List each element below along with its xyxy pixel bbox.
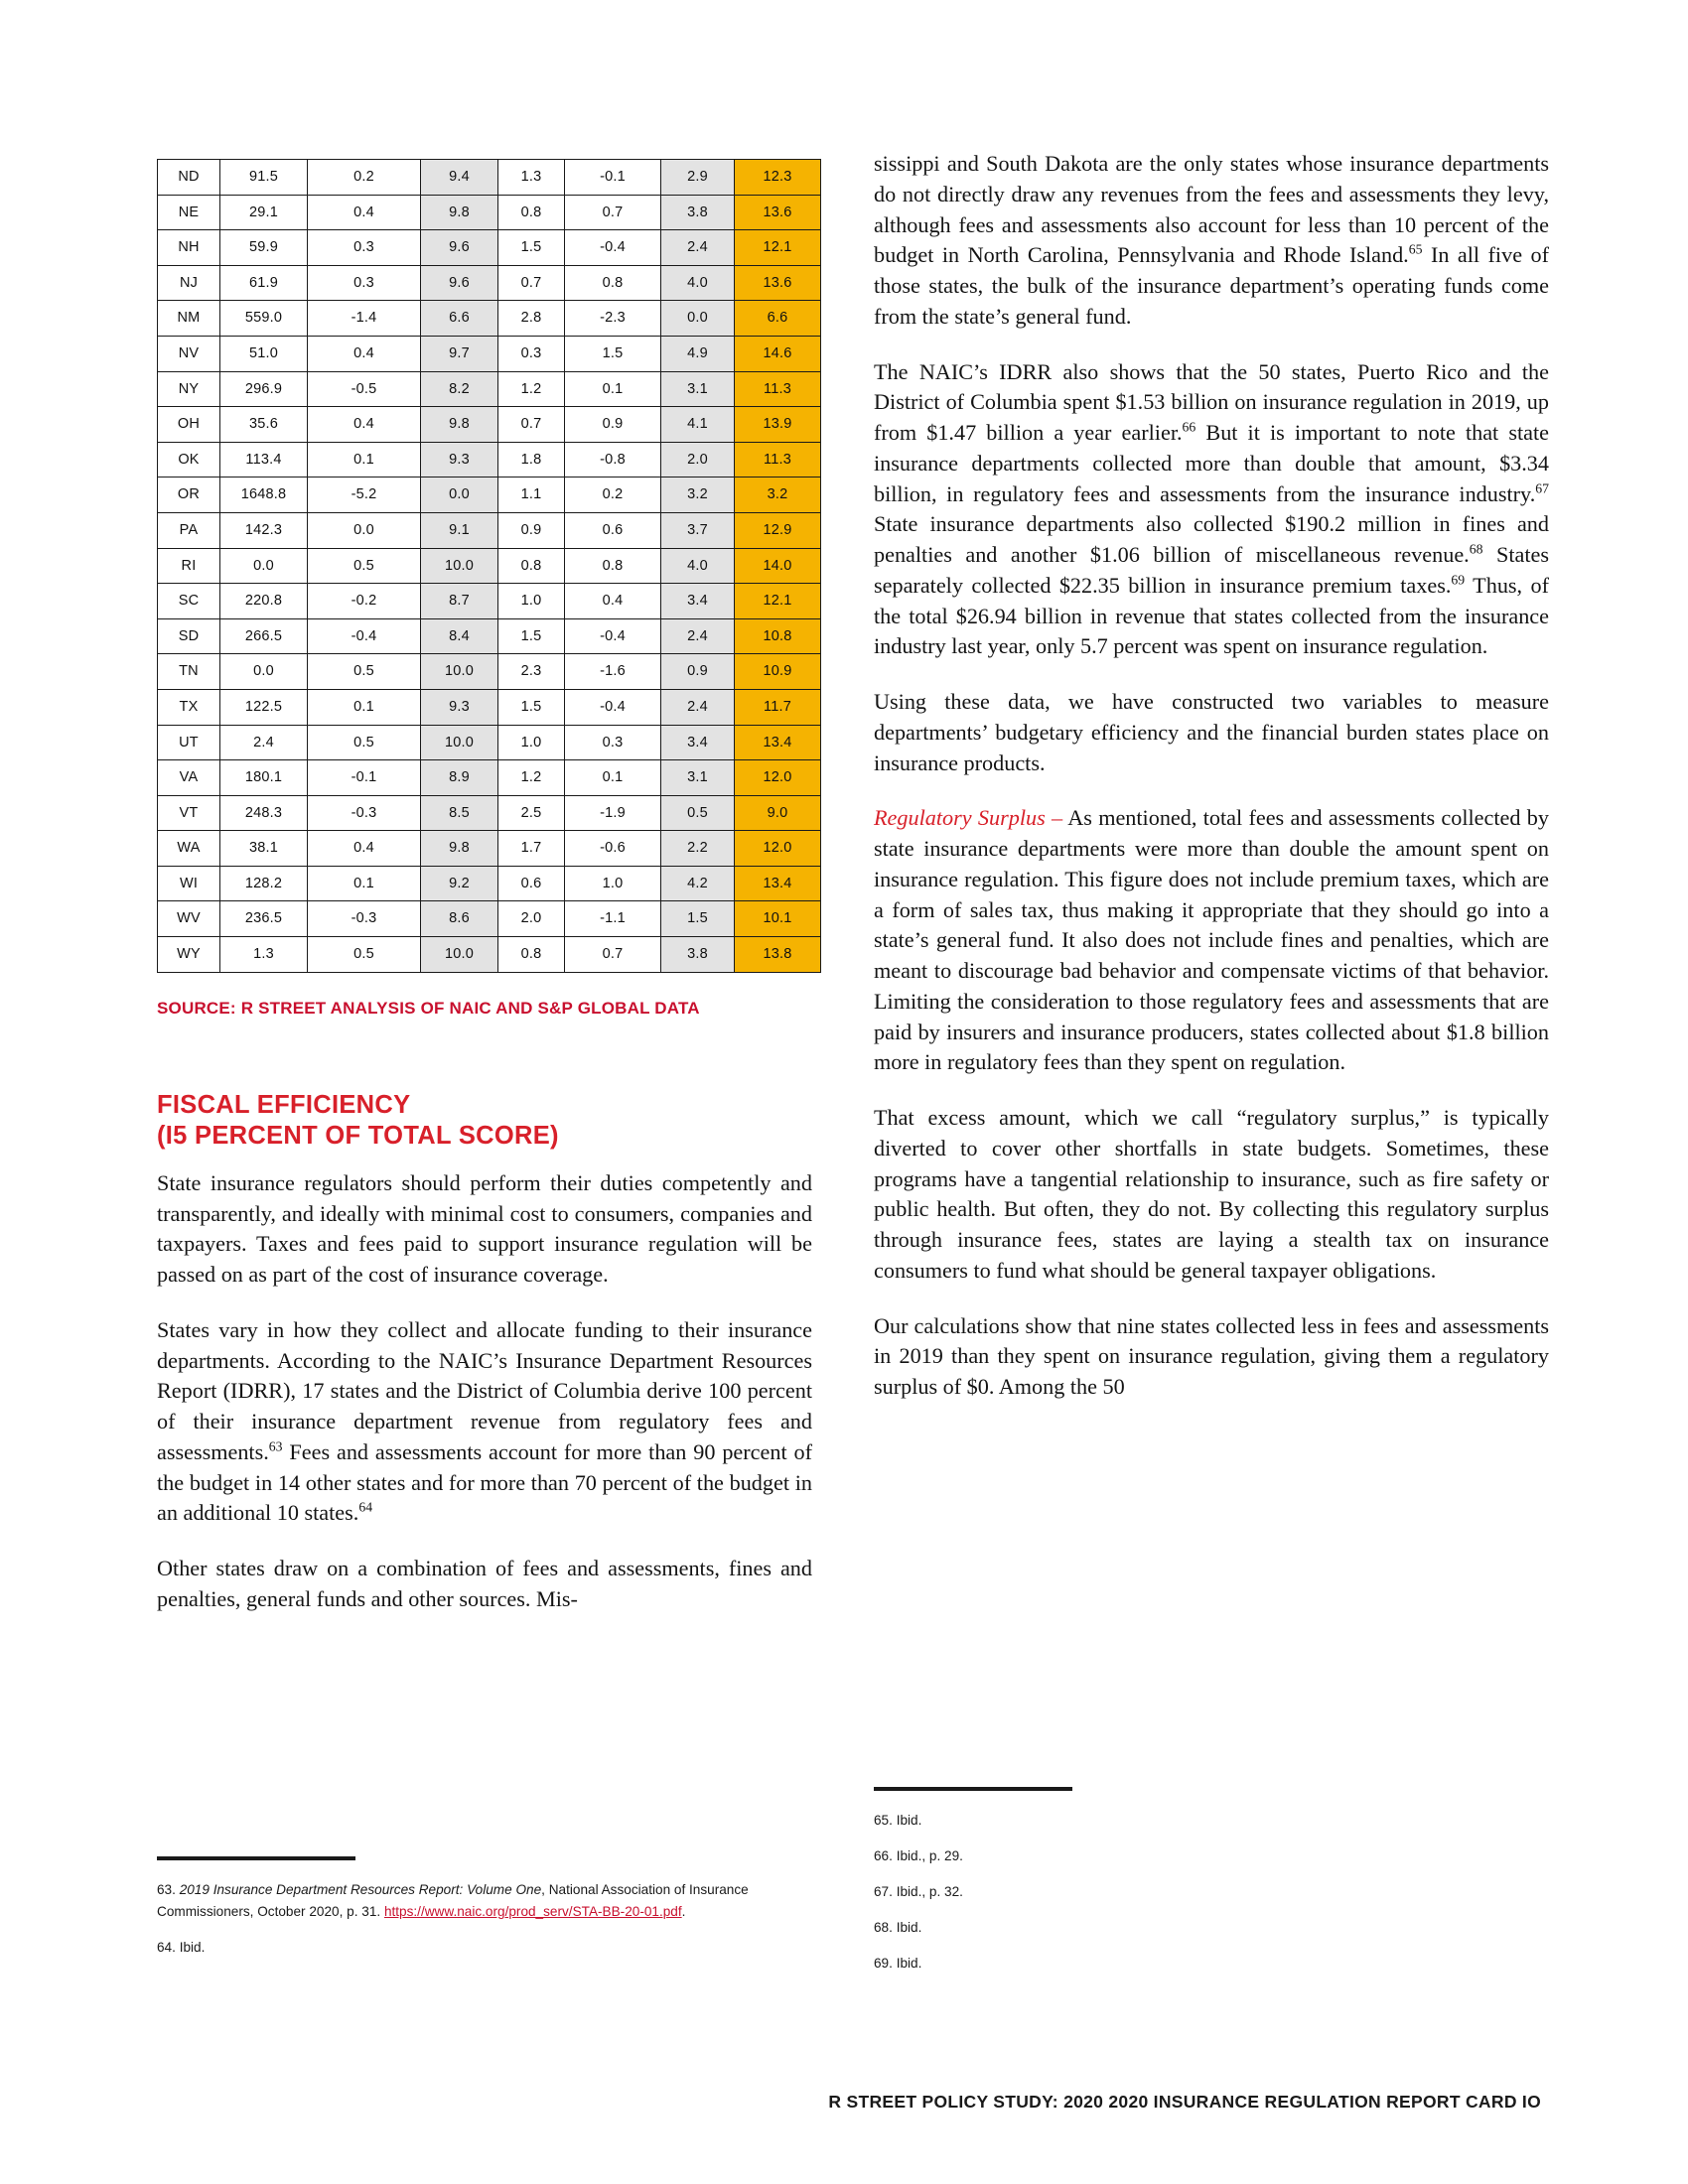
table-cell: 0.3 <box>308 230 421 266</box>
table-row <box>158 725 821 760</box>
table-cell: -0.8 <box>565 442 661 478</box>
right-paragraph-1 <box>874 149 1549 333</box>
table-cell: 10.1 <box>735 901 821 937</box>
table-cell: -0.3 <box>308 795 421 831</box>
table-cell: 296.9 <box>220 371 308 407</box>
table-cell-state: ND <box>158 160 220 196</box>
right-paragraph-5: That excess amount, which we call “regulatory surplus,” is typically diverted to cover other shortfalls in state budgets. Sometimes, these programs have a tangential relationship to insurance, such as fire safety or public health. But often, they do not. By collecting this regulatory surplus through insurance fees, states are laying a stealth tax on insurance consumers to fund what should be general taxpayer obligations. <box>874 1105 1549 1283</box>
table-cell-state: TN <box>158 654 220 690</box>
left-paragraph-2-part-a: States vary in how they collect and allocate funding to their insurance departments. According to the NAIC’s Insurance Department Resources Report (IDRR), 17 states and the District of Columbia derive 100 percent of their insurance department revenue from regulatory fees and assessments. <box>157 1316 812 1464</box>
table-row <box>158 689 821 725</box>
footnote-item <box>874 1845 1549 1867</box>
right-footnotes-block <box>874 1787 1549 1975</box>
table-cell: 9.4 <box>421 160 498 196</box>
table-cell: -2.3 <box>565 301 661 337</box>
table-cell: -0.4 <box>565 689 661 725</box>
table-cell-state: SD <box>158 618 220 654</box>
table-cell: 1.8 <box>498 442 565 478</box>
table-cell: 10.9 <box>735 654 821 690</box>
table-cell: 2.0 <box>498 901 565 937</box>
table-row <box>158 371 821 407</box>
table-cell: 1.5 <box>498 689 565 725</box>
table-cell: 8.5 <box>421 795 498 831</box>
footnote-item <box>157 1937 812 1959</box>
footnote-item <box>157 1879 812 1923</box>
table-cell: -0.2 <box>308 584 421 619</box>
table-cell: 11.3 <box>735 371 821 407</box>
table-row <box>158 548 821 584</box>
table-cell: 13.6 <box>735 195 821 230</box>
table-cell: 1.5 <box>498 618 565 654</box>
table-cell: 2.9 <box>661 160 735 196</box>
footnote-ref-66[interactable]: 66 <box>1182 419 1196 435</box>
footnote-text: . <box>681 1904 686 1920</box>
table-cell: 236.5 <box>220 901 308 937</box>
table-row <box>158 265 821 301</box>
table-cell: 0.3 <box>565 725 661 760</box>
table-cell: -0.1 <box>565 160 661 196</box>
table-cell: 0.7 <box>498 265 565 301</box>
table-cell: 12.1 <box>735 230 821 266</box>
table-cell-state: WA <box>158 831 220 867</box>
left-footnotes-list <box>157 1879 812 1959</box>
table-cell: 9.8 <box>421 195 498 230</box>
right-footnotes-list <box>874 1810 1549 1975</box>
table-cell: 0.5 <box>308 725 421 760</box>
table-cell: 142.3 <box>220 512 308 548</box>
table-cell-state: NH <box>158 230 220 266</box>
footnote-divider <box>874 1787 1072 1791</box>
right-column <box>874 149 1549 1428</box>
footnote-text: Ibid. <box>896 1956 922 1972</box>
table-row <box>158 195 821 230</box>
table-cell-state: VA <box>158 760 220 796</box>
table-cell: 0.8 <box>498 195 565 230</box>
table-cell: 0.1 <box>308 689 421 725</box>
table-row <box>158 795 821 831</box>
table-cell-state: NY <box>158 371 220 407</box>
table-cell: 0.9 <box>565 407 661 443</box>
table-cell: 2.2 <box>661 831 735 867</box>
table-row <box>158 442 821 478</box>
table-cell: 0.0 <box>308 512 421 548</box>
table-cell: 1.1 <box>498 478 565 513</box>
table-row <box>158 584 821 619</box>
right-paragraph-2-part-b: But it is important to note that state insurance departments collected more than double that amount, $3.34 billion, in regulatory fees and assessments from the insurance industry. <box>874 420 1549 506</box>
table-cell: 2.4 <box>661 230 735 266</box>
right-paragraph-3: Using these data, we have constructed two variables to measure departments’ budgetary efficiency and the financial burden states place on insurance products. <box>874 689 1549 775</box>
table-cell: 9.8 <box>421 831 498 867</box>
table-row <box>158 760 821 796</box>
table-cell-state: OR <box>158 478 220 513</box>
table-cell-state: SC <box>158 584 220 619</box>
table-cell: 0.7 <box>565 937 661 973</box>
table-cell: 180.1 <box>220 760 308 796</box>
table-cell: -0.4 <box>565 618 661 654</box>
table-cell: 2.4 <box>661 689 735 725</box>
table-row <box>158 478 821 513</box>
table-cell: 9.6 <box>421 265 498 301</box>
table-cell: 3.4 <box>661 584 735 619</box>
table-cell: 13.4 <box>735 866 821 901</box>
table-cell: 0.4 <box>308 831 421 867</box>
table-cell: 9.8 <box>421 407 498 443</box>
footnote-text: Ibid. <box>896 1920 922 1936</box>
footnote-number: 64. <box>157 1940 180 1956</box>
table-cell: 0.8 <box>565 265 661 301</box>
table-cell: 0.3 <box>498 336 565 371</box>
table-row <box>158 230 821 266</box>
table-cell: 35.6 <box>220 407 308 443</box>
table-cell: 9.0 <box>735 795 821 831</box>
table-cell: 9.3 <box>421 689 498 725</box>
table-cell: 3.1 <box>661 371 735 407</box>
table-cell: 13.9 <box>735 407 821 443</box>
left-paragraph-1: State insurance regulators should perform their duties competently and transparently, and ideally with minimal cost to consumers, companies and taxpayers. Taxes and fees paid to support insurance regulation will be passed on as part of the cost of insurance coverage. <box>157 1169 812 1288</box>
table-cell-state: WY <box>158 937 220 973</box>
table-cell: 1.0 <box>498 725 565 760</box>
table-cell: 0.5 <box>308 654 421 690</box>
table-cell: 4.0 <box>661 265 735 301</box>
table-cell: 0.2 <box>565 478 661 513</box>
table-cell: 9.3 <box>421 442 498 478</box>
footnote-number: 66. <box>874 1848 897 1864</box>
table-row <box>158 937 821 973</box>
table-cell: 0.6 <box>565 512 661 548</box>
state-scores-table <box>157 159 821 973</box>
table-cell: 0.5 <box>308 548 421 584</box>
left-paragraph-2-part-b: Fees and assessments account for more than 90 percent of the budget in 14 other states and for more than 70 percent of the budget in an additional 10 states. <box>157 1438 812 1526</box>
table-cell-state: WV <box>158 901 220 937</box>
table-cell: 4.2 <box>661 866 735 901</box>
footnote-text: , National Association of Insurance Commissioners, October 2020, p. 31. <box>157 1882 749 1920</box>
table-cell: 12.3 <box>735 160 821 196</box>
table-cell: 122.5 <box>220 689 308 725</box>
footnote-ref-65[interactable]: 65 <box>1408 241 1423 257</box>
table-row <box>158 336 821 371</box>
table-cell: 11.7 <box>735 689 821 725</box>
table-cell: 10.0 <box>421 725 498 760</box>
right-paragraph-4 <box>874 803 1549 1078</box>
table-cell-state: NJ <box>158 265 220 301</box>
footnote-number: 68. <box>874 1920 897 1936</box>
table-row <box>158 301 821 337</box>
table-cell: 0.1 <box>308 866 421 901</box>
table-cell: 0.3 <box>308 265 421 301</box>
table-cell: 6.6 <box>421 301 498 337</box>
table-cell: 29.1 <box>220 195 308 230</box>
footnote-number: 69. <box>874 1956 897 1972</box>
table-cell: 0.1 <box>308 442 421 478</box>
table-cell: 8.2 <box>421 371 498 407</box>
table-cell: 1648.8 <box>220 478 308 513</box>
table-cell: 0.7 <box>498 407 565 443</box>
footnote-ref-64[interactable]: 64 <box>358 1499 373 1515</box>
table-cell: 0.0 <box>661 301 735 337</box>
table-row <box>158 866 821 901</box>
right-paragraph-1-part-b: In all five of those states, the bulk of the insurance department’s operating funds come from the state’s general fund. <box>874 242 1549 329</box>
table-cell: 9.1 <box>421 512 498 548</box>
table-row <box>158 831 821 867</box>
table-cell: 3.1 <box>661 760 735 796</box>
table-cell: 266.5 <box>220 618 308 654</box>
table-cell: 0.0 <box>220 654 308 690</box>
table-cell-state: UT <box>158 725 220 760</box>
table-cell: 2.5 <box>498 795 565 831</box>
section-heading <box>157 1090 812 1152</box>
table-row <box>158 901 821 937</box>
table-cell: 0.4 <box>308 407 421 443</box>
table-cell: 8.4 <box>421 618 498 654</box>
footnote-number: 63. <box>157 1882 180 1897</box>
table-cell-state: NE <box>158 195 220 230</box>
table-cell: 2.3 <box>498 654 565 690</box>
table-cell: 0.1 <box>565 371 661 407</box>
table-cell: 0.8 <box>565 548 661 584</box>
page-footer: R STREET POLICY STUDY: 2020 2020 INSURANCE REGULATION REPORT CARD IO <box>828 2092 1541 2112</box>
table-cell: 0.0 <box>220 548 308 584</box>
footnote-item <box>874 1810 1549 1832</box>
table-cell: 2.4 <box>661 618 735 654</box>
table-cell-state: WI <box>158 866 220 901</box>
footnote-text: Ibid. <box>179 1940 206 1956</box>
table-cell: 220.8 <box>220 584 308 619</box>
table-cell: 128.2 <box>220 866 308 901</box>
table-cell: 4.9 <box>661 336 735 371</box>
table-cell: 3.2 <box>661 478 735 513</box>
table-cell: -5.2 <box>308 478 421 513</box>
table-cell-state: PA <box>158 512 220 548</box>
left-paragraph-3: Other states draw on a combination of fees and assessments, fines and penalties, general funds and other sources. Mis- <box>157 1556 812 1611</box>
table-cell: 0.4 <box>565 584 661 619</box>
table-cell: 1.5 <box>661 901 735 937</box>
left-footnotes-block <box>157 1856 812 1959</box>
table-cell: 559.0 <box>220 301 308 337</box>
table-cell: 9.7 <box>421 336 498 371</box>
table-cell-state: NV <box>158 336 220 371</box>
table-row <box>158 618 821 654</box>
table-cell: 14.0 <box>735 548 821 584</box>
table-cell: 3.4 <box>661 725 735 760</box>
right-paragraph-2-part-e: Thus, of the total $26.94 billion in revenue that states collected from the insurance industry last year, only 5.7 percent was spent on insurance regulation. <box>874 572 1549 659</box>
table-cell: 14.6 <box>735 336 821 371</box>
table-row <box>158 512 821 548</box>
table-cell: 12.1 <box>735 584 821 619</box>
table-cell-state: VT <box>158 795 220 831</box>
table-cell: 6.6 <box>735 301 821 337</box>
table-cell: 13.6 <box>735 265 821 301</box>
table-cell: 1.0 <box>565 866 661 901</box>
table-cell: 0.8 <box>498 548 565 584</box>
footnote-ref-69[interactable]: 69 <box>1451 572 1466 588</box>
table-cell: 10.0 <box>421 937 498 973</box>
table-cell: 38.1 <box>220 831 308 867</box>
table-cell: 2.4 <box>220 725 308 760</box>
table-cell: 2.8 <box>498 301 565 337</box>
footnote-ref-67[interactable]: 67 <box>1535 480 1549 496</box>
footnote-item <box>874 1953 1549 1975</box>
table-cell: 4.0 <box>661 548 735 584</box>
table-cell: 10.0 <box>421 654 498 690</box>
table-cell: 61.9 <box>220 265 308 301</box>
table-cell: 3.2 <box>735 478 821 513</box>
table-cell: 0.0 <box>421 478 498 513</box>
right-paragraph-4-body: As mentioned, total fees and assessments collected by state insurance departments were more than double the amount spent on insurance regulation. This figure does not include premium taxes, which are a form of sales tax, thus making it appropriate that they should go into a state’s general fund. It also does not include fines and penalties, which are meant to discourage bad behavior and compensate victims of that behavior. Limiting the consideration to those regulatory fees and assessments that are paid by insurers and insurance producers, states collected about $1.8 billion more in regulatory fees than they spent on regulation. <box>874 805 1549 1075</box>
table-cell: -0.5 <box>308 371 421 407</box>
table-cell: 0.9 <box>661 654 735 690</box>
table-cell: 13.4 <box>735 725 821 760</box>
table-cell: 51.0 <box>220 336 308 371</box>
section-heading-line2: (I5 PERCENT OF TOTAL SCORE) <box>157 1121 559 1150</box>
table-cell: -0.1 <box>308 760 421 796</box>
footnote-number: 65. <box>874 1813 897 1828</box>
table-source-note: SOURCE: R STREET ANALYSIS OF NAIC AND S&P GLOBAL DATA <box>157 998 700 1018</box>
right-paragraph-1-part-a: sissippi and South Dakota are the only states whose insurance departments do not directly draw any revenues from the fees and assessments they levy, although fees and assessments also account for less than 10 percent of the budget in North Carolina, Pennsylvania and Rhode Island. <box>874 151 1549 268</box>
right-paragraph-2-part-c: State insurance departments also collected $190.2 million in fines and penalties and another $1.06 billion of miscellaneous revenue. <box>874 511 1549 567</box>
table-cell: 12.9 <box>735 512 821 548</box>
footnote-item <box>874 1881 1549 1903</box>
table-cell: 0.1 <box>565 760 661 796</box>
footnote-number: 67. <box>874 1884 897 1900</box>
table-cell: -1.1 <box>565 901 661 937</box>
footnote-divider <box>157 1856 355 1860</box>
right-paragraph-2-part-d: States separately collected $22.35 billion in insurance premium taxes. <box>874 542 1549 598</box>
footnote-ref-68[interactable]: 68 <box>1469 541 1483 557</box>
table-cell: 0.4 <box>308 195 421 230</box>
table-cell: 12.0 <box>735 831 821 867</box>
table-row <box>158 160 821 196</box>
table-cell: 1.5 <box>565 336 661 371</box>
table-cell: -0.3 <box>308 901 421 937</box>
table-cell-state: RI <box>158 548 220 584</box>
table-cell: 113.4 <box>220 442 308 478</box>
table-cell: 3.8 <box>661 937 735 973</box>
table-cell-state: NM <box>158 301 220 337</box>
table-cell: 2.0 <box>661 442 735 478</box>
table-cell: 59.9 <box>220 230 308 266</box>
table-cell: -0.4 <box>308 618 421 654</box>
table-cell: -1.4 <box>308 301 421 337</box>
table-cell: 0.8 <box>498 937 565 973</box>
table-cell: 8.7 <box>421 584 498 619</box>
footnote-text: Ibid., p. 32. <box>896 1884 963 1900</box>
footnote-text: Ibid. <box>896 1813 922 1828</box>
table-cell: 0.5 <box>308 937 421 973</box>
table-cell: 1.0 <box>498 584 565 619</box>
right-paragraph-6: Our calculations show that nine states collected less in fees and assessments in 2019 than they spent on insurance regulation, giving them a regulatory surplus of $0. Among the 50 <box>874 1312 1549 1399</box>
table-cell: 11.3 <box>735 442 821 478</box>
table-cell: 1.3 <box>220 937 308 973</box>
section-heading-line1: FISCAL EFFICIENCY <box>157 1090 411 1119</box>
regulatory-surplus-lead-in: Regulatory Surplus – <box>874 805 1063 831</box>
table-row <box>158 654 821 690</box>
table-cell: 0.7 <box>565 195 661 230</box>
table-cell: 1.2 <box>498 371 565 407</box>
table-cell: 1.5 <box>498 230 565 266</box>
table-cell: 1.7 <box>498 831 565 867</box>
table-body <box>158 160 821 973</box>
table-row <box>158 407 821 443</box>
table-cell: 9.6 <box>421 230 498 266</box>
table-cell: 248.3 <box>220 795 308 831</box>
table-cell: 1.3 <box>498 160 565 196</box>
table-cell-state: TX <box>158 689 220 725</box>
footnote-ref-63[interactable]: 63 <box>268 1438 283 1454</box>
left-column <box>157 149 812 1640</box>
right-paragraph-2 <box>874 357 1549 663</box>
table-cell: 91.5 <box>220 160 308 196</box>
table-cell: 0.4 <box>308 336 421 371</box>
table-cell: 8.6 <box>421 901 498 937</box>
table-cell: 0.5 <box>661 795 735 831</box>
footnote-link[interactable]: https://www.naic.org/prod_serv/STA-BB-20-01.pdf <box>383 1904 682 1920</box>
table-cell: 13.8 <box>735 937 821 973</box>
footnote-title: 2019 Insurance Department Resources Report: Volume One <box>179 1882 542 1897</box>
table-cell: 3.8 <box>661 195 735 230</box>
table-cell: 3.7 <box>661 512 735 548</box>
table-cell: 0.2 <box>308 160 421 196</box>
footnote-item <box>874 1917 1549 1939</box>
table-cell: 10.8 <box>735 618 821 654</box>
table-cell: 0.6 <box>498 866 565 901</box>
table-cell-state: OH <box>158 407 220 443</box>
table-cell: 12.0 <box>735 760 821 796</box>
table-cell: 1.2 <box>498 760 565 796</box>
table-cell: 9.2 <box>421 866 498 901</box>
table-cell: 0.9 <box>498 512 565 548</box>
left-paragraph-2 <box>157 1315 812 1529</box>
table-cell-state: OK <box>158 442 220 478</box>
table-cell: -0.4 <box>565 230 661 266</box>
table-cell: -0.6 <box>565 831 661 867</box>
table-cell: 8.9 <box>421 760 498 796</box>
footnote-text: Ibid., p. 29. <box>896 1848 963 1864</box>
table-cell: -1.6 <box>565 654 661 690</box>
table-cell: 4.1 <box>661 407 735 443</box>
table-cell: -1.9 <box>565 795 661 831</box>
right-paragraph-2-part-a: The NAIC’s IDRR also shows that the 50 states, Puerto Rico and the District of Columbia spent $1.53 billion on insurance regulation in 2019, up from $1.47 billion a year earlier. <box>874 358 1549 445</box>
table-cell: 10.0 <box>421 548 498 584</box>
